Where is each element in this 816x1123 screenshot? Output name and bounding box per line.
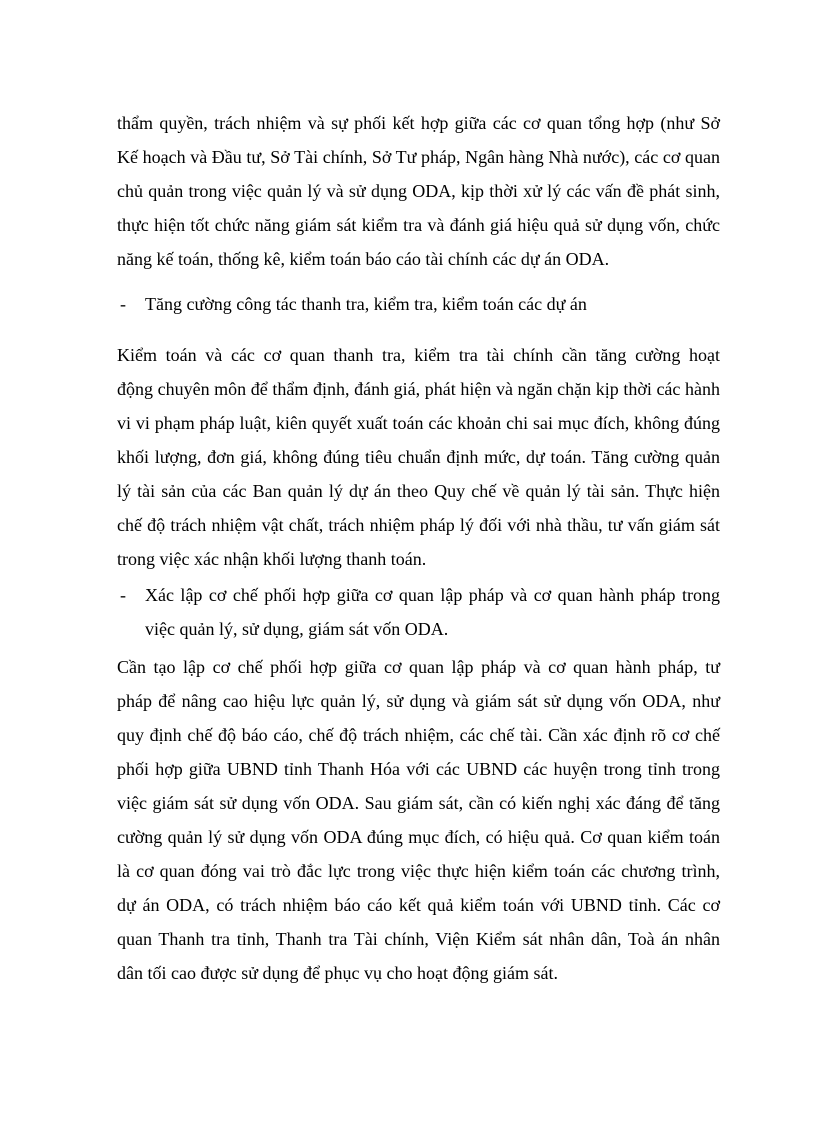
bullet-line: Xác lập cơ chế phối hợp giữa cơ quan lập pháp và cơ quan hành pháp trong: [145, 585, 720, 605]
paragraph-line: vi vi phạm pháp luật, kiên quyết xuất toán các khoản chi sai mục đích, không đúng: [117, 413, 720, 433]
paragraph-line: thực hiện tốt chức năng giám sát kiểm tra và đánh giá hiệu quả sử dụng vốn, chức: [117, 215, 720, 235]
bullet-item-coordination-mechanism: [120, 578, 720, 646]
paragraph-audit-agencies: [117, 338, 720, 576]
paragraph-line: khối lượng, đơn giá, không đúng tiêu chuẩn định mức, dự toán. Tăng cường quản: [117, 447, 720, 467]
bullet-line: việc quản lý, sử dụng, giám sát vốn ODA.: [145, 619, 449, 639]
paragraph-line: thẩm quyền, trách nhiệm và sự phối kết hợp giữa các cơ quan tổng hợp (như Sở: [117, 113, 720, 133]
paragraph-line: Cần tạo lập cơ chế phối hợp giữa cơ quan lập pháp và cơ quan hành pháp, tư: [117, 657, 720, 677]
bullet-item-inspection-audit: [120, 287, 720, 321]
paragraph-oversight-coordination: [117, 106, 720, 276]
bullet-dash: -: [120, 585, 126, 605]
paragraph-line: dân tối cao được sử dụng để phục vụ cho hoạt động giám sát.: [117, 963, 558, 983]
paragraph-line: là cơ quan đóng vai trò đắc lực trong việc thực hiện kiểm toán các chương trình,: [117, 861, 720, 881]
paragraph-line: chế độ trách nhiệm vật chất, trách nhiệm pháp lý đối với nhà thầu, tư vấn giám sát: [117, 515, 720, 535]
bullet-line: Tăng cường công tác thanh tra, kiểm tra, kiểm toán các dự án: [145, 294, 587, 314]
paragraph-line: động chuyên môn để thẩm định, đánh giá, phát hiện và ngăn chặn kịp thời các hành: [117, 379, 720, 399]
paragraph-line: trong việc xác nhận khối lượng thanh toán.: [117, 549, 427, 569]
paragraph-line: phối hợp giữa UBND tỉnh Thanh Hóa với các UBND các huyện trong tỉnh trong: [117, 759, 720, 779]
paragraph-line: pháp để nâng cao hiệu lực quản lý, sử dụng và giám sát sử dụng vốn ODA, như: [117, 691, 720, 711]
paragraph-line: chủ quản trong việc quản lý và sử dụng ODA, kịp thời xử lý các vấn đề phát sinh,: [117, 181, 720, 201]
paragraph-line: quan Thanh tra tỉnh, Thanh tra Tài chính, Viện Kiểm sát nhân dân, Toà án nhân: [117, 929, 720, 949]
bullet-text: [120, 578, 720, 646]
paragraph-line: việc giám sát sử dụng vốn ODA. Sau giám sát, cần có kiến nghị xác đáng để tăng: [117, 793, 720, 813]
paragraph-line: cường quản lý sử dụng vốn ODA đúng mục đích, có hiệu quả. Cơ quan kiểm toán: [117, 827, 720, 847]
paragraph-line: năng kế toán, thống kê, kiểm toán báo cáo tài chính các dự án ODA.: [117, 249, 610, 269]
paragraph-line: quy định chế độ báo cáo, chế độ trách nhiệm, các chế tài. Cần xác định rõ cơ chế: [117, 725, 720, 745]
bullet-dash: -: [120, 294, 126, 314]
paragraph-line: Kế hoạch và Đầu tư, Sở Tài chính, Sở Tư pháp, Ngân hàng Nhà nước), các cơ quan: [117, 147, 720, 167]
paragraph-line: lý tài sản của các Ban quản lý dự án theo Quy chế về quản lý tài sản. Thực hiện: [117, 481, 720, 501]
paragraph-line: Kiểm toán và các cơ quan thanh tra, kiểm tra tài chính cần tăng cường hoạt: [117, 345, 720, 365]
bullet-text: [120, 287, 720, 321]
paragraph-line: dự án ODA, có trách nhiệm báo cáo kết quả kiểm toán với UBND tỉnh. Các cơ: [117, 895, 720, 915]
paragraph-legislative-executive: [117, 650, 720, 990]
